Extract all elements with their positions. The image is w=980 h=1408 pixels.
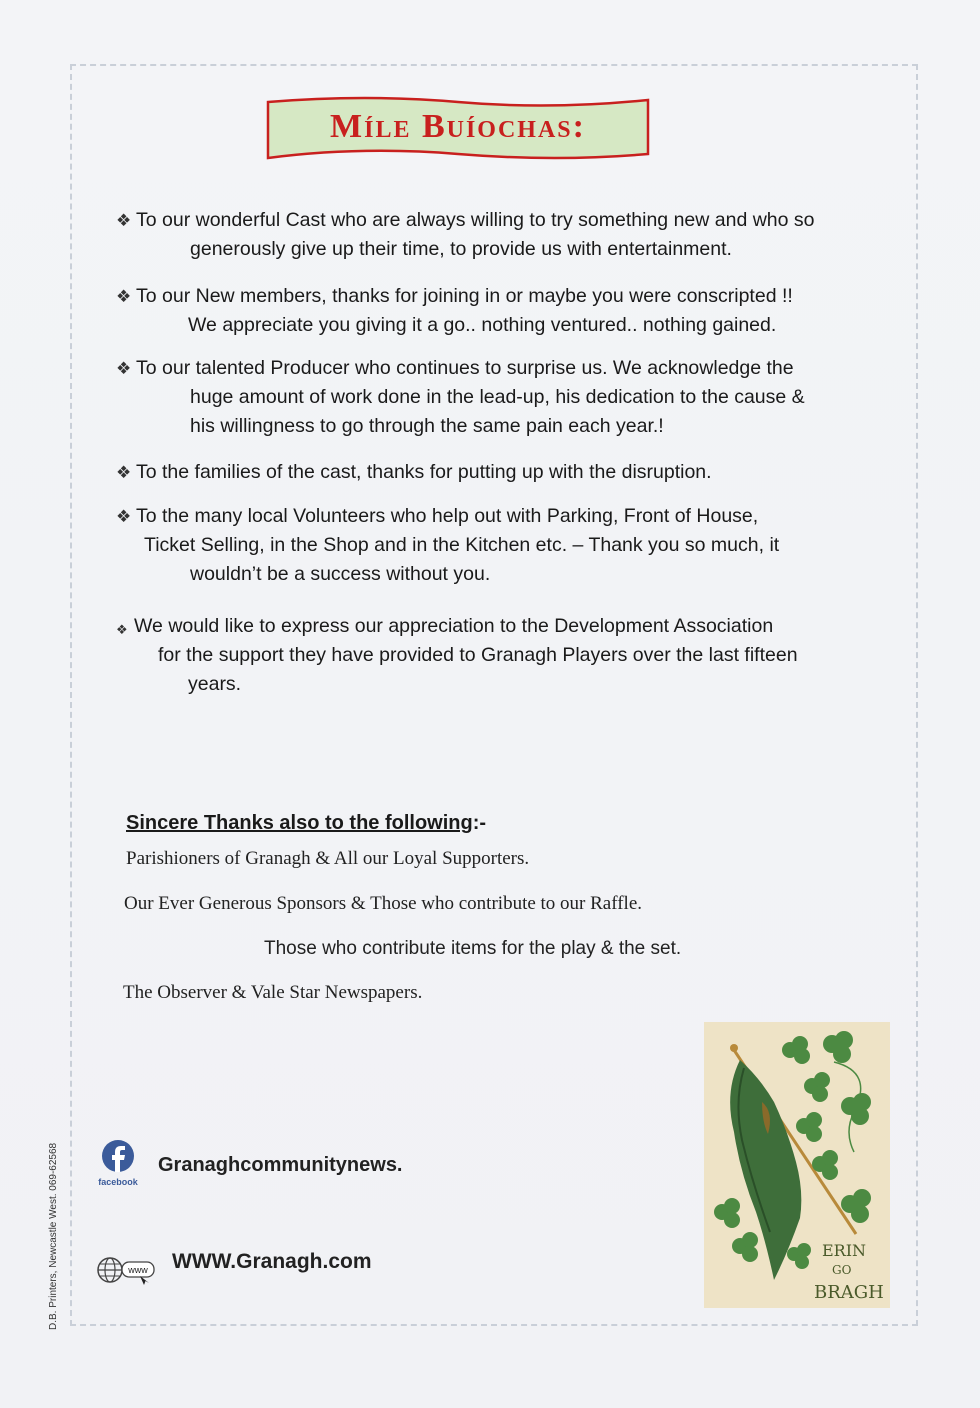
heading-suffix: :- bbox=[472, 812, 487, 834]
postcard-text-go: GO bbox=[832, 1263, 852, 1277]
erin-go-bragh-postcard bbox=[704, 1022, 890, 1308]
sincere-thanks-heading bbox=[126, 812, 486, 835]
diamond-bullet-icon: ❖ bbox=[116, 507, 132, 526]
postcard-text-bragh: BRAGH bbox=[814, 1282, 884, 1303]
thanks-items-contributors: Those who contribute items for the play & the set. bbox=[264, 938, 682, 959]
bullet-line: To the many local Volunteers who help out with Parking, Front of House, bbox=[136, 505, 759, 527]
facebook-icon bbox=[96, 1138, 140, 1188]
page-title: Míle Buíochas: bbox=[330, 108, 586, 145]
printer-credit-text: D.B. Printers, Newcastle West. 069-62568 bbox=[48, 1142, 59, 1330]
bullet-line: Ticket Selling, in the Shop and in the Kitchen etc. – Thank you so much, it bbox=[144, 534, 780, 556]
www-label: www bbox=[128, 1265, 148, 1275]
bullet-line: To our wonderful Cast who are always willing to try something new and who so bbox=[136, 209, 815, 231]
diamond-bullet-icon: ❖ bbox=[116, 287, 132, 306]
website-link[interactable]: WWW.Granagh.com bbox=[172, 1250, 372, 1273]
bullet-line: We appreciate you giving it a go.. nothing ventured.. nothing gained. bbox=[188, 314, 777, 336]
bullet-line: generously give up their time, to provide us with entertainment. bbox=[190, 238, 732, 260]
globe-www-icon bbox=[96, 1254, 158, 1286]
bullet-line: his willingness to go through the same pain each year.! bbox=[190, 415, 664, 437]
facebook-label: facebook bbox=[98, 1177, 138, 1187]
bullet-line: We would like to express our appreciation to the Development Association bbox=[134, 615, 774, 637]
bullet-line: To our talented Producer who continues to surprise us. We acknowledge the bbox=[136, 357, 794, 379]
diamond-bullet-icon: ❖ bbox=[116, 622, 128, 637]
bullet-line: years. bbox=[188, 673, 242, 695]
flag-shamrock-illustration bbox=[704, 1022, 890, 1308]
diamond-bullet-icon: ❖ bbox=[116, 463, 132, 482]
diamond-bullet-icon: ❖ bbox=[116, 359, 132, 378]
postcard-text-erin: ERIN bbox=[822, 1241, 867, 1260]
bullet-line: wouldn’t be a success without you. bbox=[190, 563, 491, 585]
thanks-parishioners: Parishioners of Granagh & All our Loyal Supporters. bbox=[126, 848, 530, 869]
sincere-thanks-heading-text: Sincere Thanks also to the following bbox=[126, 812, 473, 834]
bullet-line: To the families of the cast, thanks for putting up with the disruption. bbox=[136, 461, 712, 483]
title-banner bbox=[266, 96, 650, 162]
diamond-bullet-icon: ❖ bbox=[116, 211, 132, 230]
thanks-sponsors: Our Ever Generous Sponsors & Those who contribute to our Raffle. bbox=[124, 893, 643, 914]
facebook-page-link[interactable]: Granaghcommunitynews. bbox=[158, 1154, 403, 1176]
bullet-line: huge amount of work done in the lead-up, his dedication to the cause & bbox=[190, 386, 805, 408]
bullet-line: for the support they have provided to Granagh Players over the last fifteen bbox=[158, 644, 798, 666]
bullet-line: To our New members, thanks for joining in or maybe you were conscripted !! bbox=[136, 285, 793, 307]
thanks-newspapers: The Observer & Vale Star Newspapers. bbox=[123, 982, 423, 1003]
printer-credit bbox=[48, 1130, 68, 1330]
